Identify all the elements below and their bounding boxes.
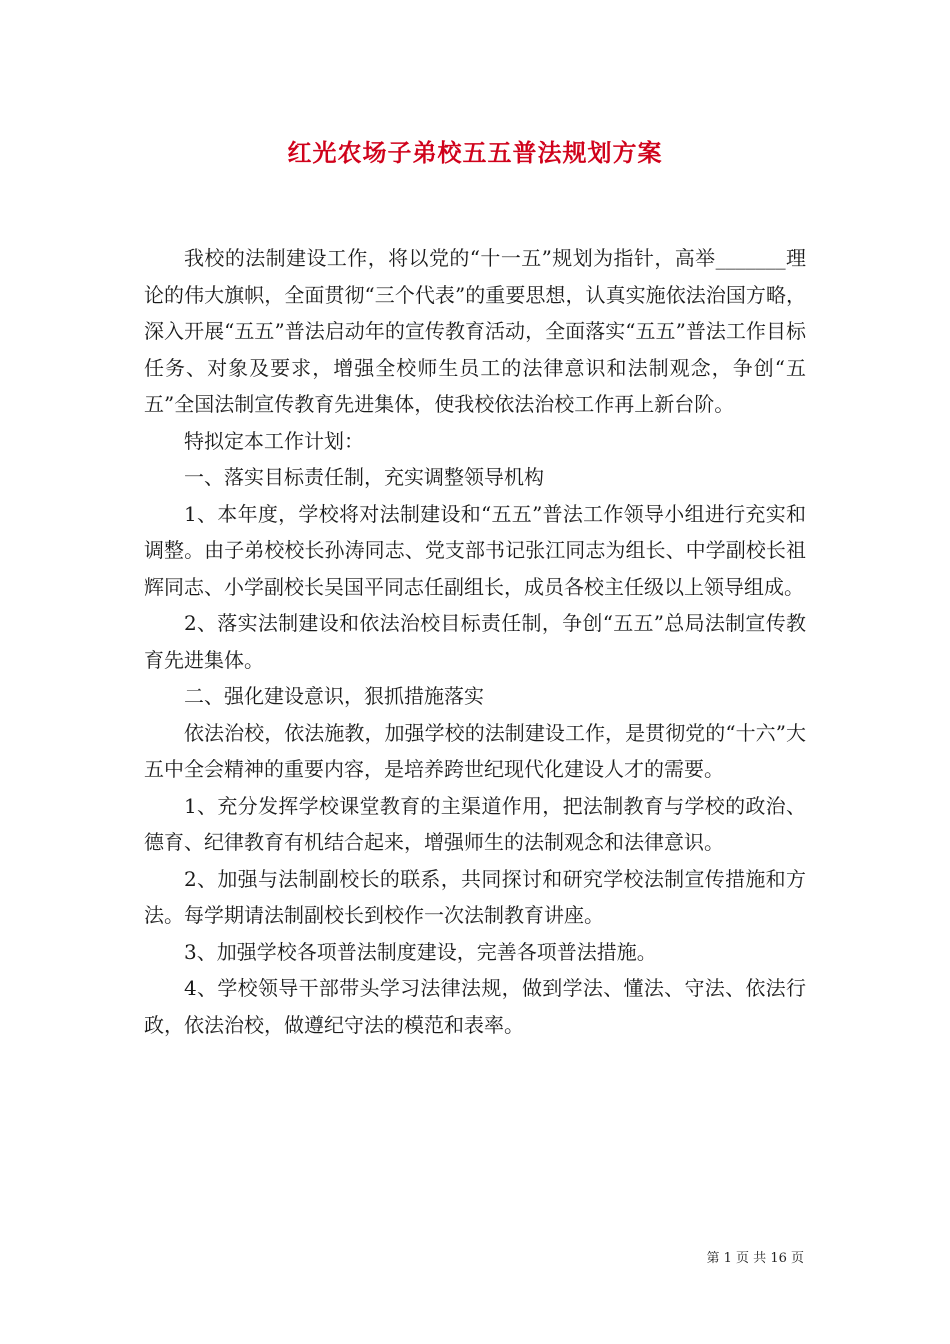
section-heading-2: 二、强化建设意识，狠抓措施落实 xyxy=(184,684,484,708)
paragraph-2-intro: 依法治校，依法施教，加强学校的法制建设工作，是贯彻党的“十六”大五中全会精神的重要内容，是培养跨世纪现代化建设人才的需要。 xyxy=(144,720,806,781)
paragraph-1-2: 2、落实法制建设和依法治校目标责任制，争创“五五”总局法制宣传教育先进集体。 xyxy=(144,611,806,672)
paragraph-intro: 我校的法制建设工作，将以党的“十一五”规划为指针，高举_______理论的伟大旗帜，全面贯彻“三个代表”的重要思想，认真实施依法治国方略，深入开展“五五”普法启动年的宣传教育活动，全面落实“五五”普法工作目标任务、对象及要求，增强全校师生员工的法律意识和法制观念，争创“五五”全国法制宣传教育先进集体，使我校依法治校工作再上新台阶。 xyxy=(144,246,806,416)
paragraph-2-1: 1、充分发挥学校课堂教育的主渠道作用，把法制教育与学校的政治、德育、纪律教育有机结合起来，增强师生的法制观念和法律意识。 xyxy=(144,793,806,854)
paragraph-2-4: 4、学校领导干部带头学习法律法规，做到学法、懂法、守法、依法行政，依法治校，做遵纪守法的模范和表率。 xyxy=(144,976,806,1037)
document-title: 红光农场子弟校五五普法规划方案 xyxy=(287,138,663,167)
paragraph-2-3: 3、加强学校各项普法制度建设，完善各项普法措施。 xyxy=(184,939,657,964)
section-heading-1: 一、落实目标责任制，充实调整领导机构 xyxy=(184,465,544,489)
paragraph-plan-note: 特拟定本工作计划： xyxy=(184,428,364,453)
document-body xyxy=(144,240,806,1043)
paragraph-2-2: 2、加强与法制副校长的联系，共同探讨和研究学校法制宣传措施和方法。每学期请法制副校长到校作一次法制教育讲座。 xyxy=(144,866,806,927)
page-number-footer: 第 1 页 共 16 页 xyxy=(706,1251,804,1266)
paragraph-1-1: 1、本年度，学校将对法制建设和“五五”普法工作领导小组进行充实和调整。由子弟校校长孙涛同志、党支部书记张江同志为组长、中学副校长祖辉同志、小学副校长吴国平同志任副组长，成员各校主任级以上领导组成。 xyxy=(144,501,806,599)
